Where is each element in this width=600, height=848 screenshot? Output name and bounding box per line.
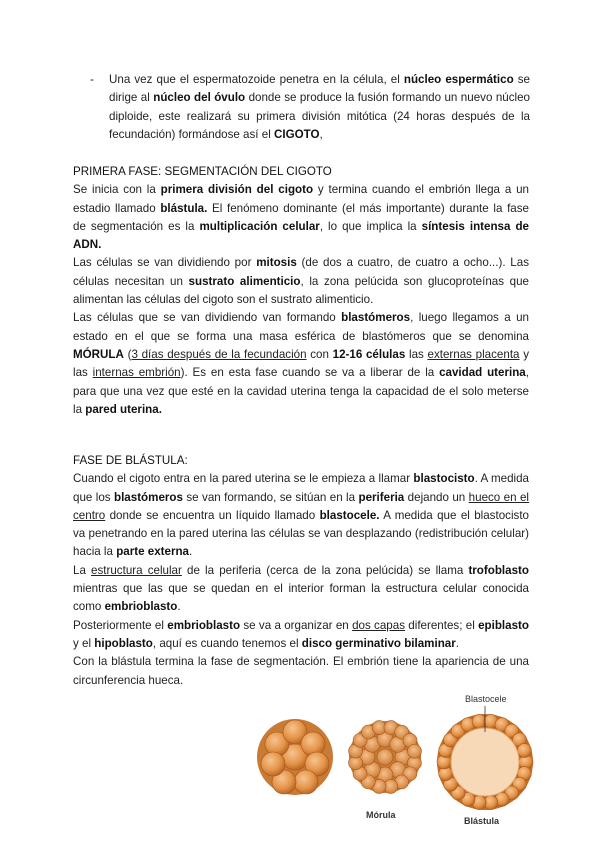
morula-cell [377, 749, 393, 765]
bullet-dash: - [90, 73, 94, 86]
segmentation-section [73, 163, 529, 419]
segmentation-paragraph-2: Las células se van dividiendo por mitosis (de dos a cuatro, de cuatro a ocho...). Las células necesitan un sustrato alimenticio, la zona pelúcida son glucoproteínas que alimentan las células del cigoto son el sustrato alimenticio. [73, 256, 530, 307]
segmentation-heading: PRIMERA FASE: SEGMENTACIÓN DEL CIGOTO [73, 165, 332, 178]
embryo-illustration [250, 692, 550, 842]
blastula-cell [517, 743, 531, 757]
morula-cell [407, 744, 421, 758]
blastula-paragraph-3: Posteriormente el embrioblasto se va a organizar en dos capas diferentes; el epiblasto y el hipoblasto, aquí es cuando tenemos el disco germinativo bilaminar. [73, 618, 529, 650]
blastula-paragraph-1: Cuando el cigoto entra en la pared uterina se le empieza a llamar blastocisto. A medida que los blastómeros se van formando, se sitúan en la periferia dejando un hueco en el centro donde se encuentra un líquido llamado blastocele. A medida que el blastocisto va penetrando en la pared uterina las células se van desplazando (redistribución celular) hacia la parte externa. [73, 472, 530, 559]
morula [349, 721, 422, 794]
label-blastula: Blástula [464, 816, 500, 826]
blastula [437, 706, 533, 810]
intro-bullet-text: Una vez que el espermatozoide penetra en la célula, el núcleo espermático se dirige al núcleo del óvulo donde se produce la fusión formando un nuevo núcleo diploide, este realizará su primera división mitótica (24 horas después de la fecundación) formándose así el CIGOTO, [109, 73, 530, 141]
early-morula [257, 719, 333, 795]
blastula-paragraph-2: La estructura celular de la periferia (cerca de la zona pelúcida) se llama trofoblasto mientras que las que se quedan en el interior forman la estructura celular conocida como embrioblasto. [73, 563, 529, 614]
morula-cell [261, 752, 285, 776]
blastula-section [73, 452, 529, 690]
label-blastocele: Blastocele [465, 694, 507, 704]
blastula-paragraph-4: Con la blástula termina la fase de segmentación. El embrión tiene la apariencia de una circunferencia hueca. [73, 655, 529, 687]
intro-bullet [90, 71, 530, 144]
morula-cell [294, 770, 318, 794]
segmentation-paragraph-1: Se inicia con la primera división del cigoto y termina cuando el embrión llega a un estadio llamado blástula. El fenómeno dominante (el más importante) durante la fase de segmentación es la multiplicación celular, lo que implica la síntesis intensa de ADN. [73, 183, 530, 252]
segmentation-paragraph-3: Las células que se van dividiendo van formando blastómeros, luego llegamos a un estado en el que se forma una masa esférica de blastómeros que se denomina MÓRULA (3 días después de la fecundación con 12-16 células las externas placenta y las internas embrión). Es en esta fase cuando se va a liberar de la cavidad uterina, para que una vez que esté en la cavidad uterina tenga la capacidad de el solo meterse la pared uterina. [73, 311, 529, 416]
label-morula: Mórula [366, 810, 396, 820]
blastula-heading: FASE DE BLÁSTULA: [73, 454, 188, 467]
embryo-figure [250, 692, 550, 842]
